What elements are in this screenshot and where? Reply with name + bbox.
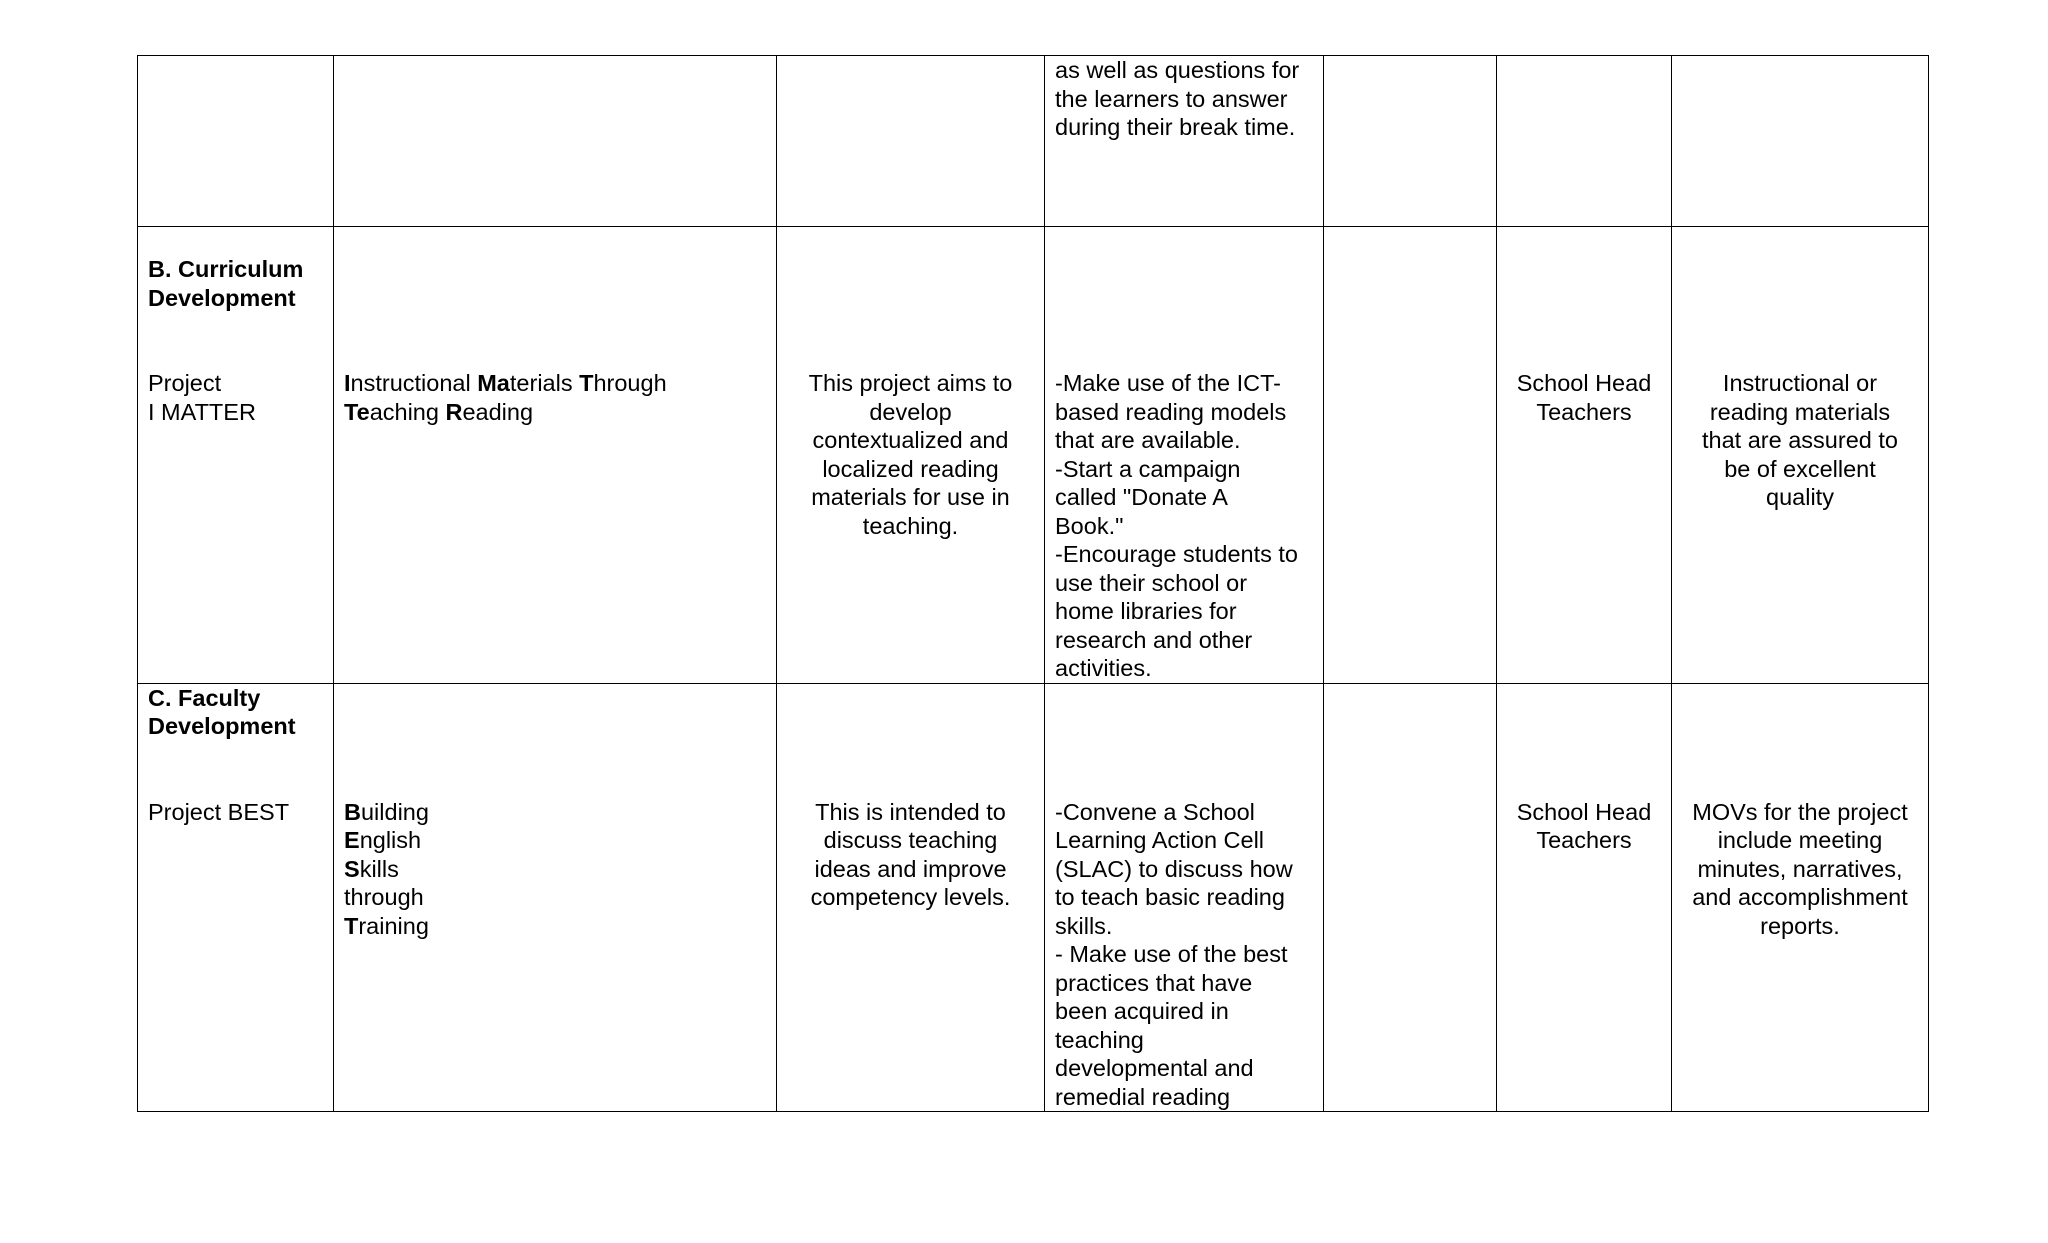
text-line: activities. xyxy=(1055,655,1152,681)
text-line: called "Donate A xyxy=(1055,484,1228,510)
table-row-faculty-development xyxy=(138,683,1929,1112)
strategies-cell xyxy=(1045,683,1324,1112)
strategies-cell xyxy=(1045,56,1324,227)
text-line: teaching. xyxy=(862,512,959,539)
acronym-text xyxy=(344,684,766,941)
project-name-line: I MATTER xyxy=(148,398,256,425)
acronym-rest: raining xyxy=(358,912,429,939)
text-line: -Encourage students to xyxy=(1055,541,1298,567)
persons-cell xyxy=(1497,683,1672,1112)
text-line: Learning Action Cell xyxy=(1055,827,1265,853)
area-heading-line: C. Faculty xyxy=(148,684,261,711)
strategies-text xyxy=(1055,56,1313,142)
acronym-text xyxy=(344,227,766,426)
text-line: localized reading xyxy=(822,455,999,482)
acronym-letter: T xyxy=(579,370,594,396)
acronym-letter: E xyxy=(344,827,360,853)
text-line: develop xyxy=(869,398,952,425)
output-cell xyxy=(1672,56,1929,227)
text-line: home libraries for xyxy=(1055,598,1237,624)
text-line: that are available. xyxy=(1055,427,1241,453)
text-line: include meeting xyxy=(1717,827,1883,853)
acronym-line xyxy=(344,912,766,941)
text-line: that are assured to xyxy=(1702,427,1898,453)
acronym-rest: uilding xyxy=(360,798,429,825)
acronym-cell xyxy=(334,227,777,684)
objective-cell xyxy=(777,56,1045,227)
text-line: This is intended to xyxy=(815,798,1006,825)
text-line: practices that have xyxy=(1055,969,1253,996)
text-line: materials for use in xyxy=(811,484,1010,510)
output-cell xyxy=(1672,683,1929,1112)
text-line: be of excellent xyxy=(1724,455,1876,482)
area-heading-line: B. Curriculum xyxy=(148,256,304,282)
person-line: School Head xyxy=(1516,370,1652,396)
text-line: (SLAC) to discuss how xyxy=(1055,855,1293,882)
text-line: use their school or xyxy=(1055,569,1248,596)
acronym-letter: S xyxy=(344,855,360,882)
text-line: and accomplishment xyxy=(1692,884,1908,910)
acronym-letter: Ma xyxy=(477,370,510,396)
acronym-line xyxy=(344,826,766,855)
acronym-letter: Te xyxy=(344,398,370,425)
text-line: research and other xyxy=(1055,626,1253,653)
project-name-line: Project xyxy=(148,370,222,396)
acronym-rest: nglish xyxy=(359,827,422,853)
area-heading-line: Development xyxy=(148,284,296,311)
text-line: as well as questions for xyxy=(1055,57,1300,83)
text-line: reading materials xyxy=(1709,398,1891,425)
text-line: quality xyxy=(1766,484,1834,510)
text-line: - Make use of the best xyxy=(1055,941,1288,967)
acronym-rest: hrough xyxy=(593,370,667,396)
area-heading-line: Development xyxy=(148,713,296,739)
text-line: to teach basic reading xyxy=(1055,884,1285,910)
acronym-line xyxy=(344,855,766,884)
text-line: ideas and improve xyxy=(814,855,1007,882)
text-line: based reading models xyxy=(1055,398,1287,425)
text-line: during their break time. xyxy=(1055,114,1296,140)
project-name-line: Project BEST xyxy=(148,798,290,825)
objective-cell xyxy=(777,227,1045,684)
person-line: Teachers xyxy=(1536,398,1632,425)
action-plan-table xyxy=(137,55,1929,1112)
text-line: skills. xyxy=(1055,912,1113,939)
text-line: competency levels. xyxy=(810,884,1011,910)
output-cell xyxy=(1672,227,1929,684)
objective-cell xyxy=(777,683,1045,1112)
text-line: This project aims to xyxy=(808,370,1013,396)
acronym-line xyxy=(344,369,766,398)
acronym-cell xyxy=(334,683,777,1112)
acronym-cell xyxy=(334,56,777,227)
text-line: Instructional or xyxy=(1722,370,1878,396)
text-line: reports. xyxy=(1760,912,1840,939)
acronym-rest: kills xyxy=(359,855,399,882)
text-line: MOVs for the project xyxy=(1692,798,1908,825)
strategies-cell xyxy=(1045,227,1324,684)
acronym-line xyxy=(344,798,766,827)
timeline-cell xyxy=(1324,683,1497,1112)
text-line: minutes, narratives, xyxy=(1697,855,1903,882)
person-line: Teachers xyxy=(1536,827,1632,853)
acronym-letter: T xyxy=(344,912,359,939)
acronym-rest: terials xyxy=(509,370,580,396)
area-cell xyxy=(138,683,334,1112)
text-line: contextualized and xyxy=(812,427,1009,453)
text-line: the learners to answer xyxy=(1055,85,1288,112)
acronym-letter: I xyxy=(344,370,351,396)
table-row-curriculum-development xyxy=(138,227,1929,684)
acronym-line xyxy=(344,398,766,427)
text-line: -Start a campaign xyxy=(1055,455,1241,482)
text-line: discuss teaching xyxy=(823,827,998,853)
acronym-letter: R xyxy=(445,398,463,425)
text-line: Book." xyxy=(1055,512,1124,539)
table-row-continuation xyxy=(138,56,1929,227)
persons-cell xyxy=(1497,227,1672,684)
person-line: School Head xyxy=(1516,798,1652,825)
timeline-cell xyxy=(1324,227,1497,684)
text-line: teaching xyxy=(1055,1026,1144,1053)
text-line: been acquired in xyxy=(1055,998,1229,1024)
timeline-cell xyxy=(1324,56,1497,227)
acronym-rest: nstructional xyxy=(350,370,478,396)
area-cell xyxy=(138,56,334,227)
area-cell xyxy=(138,227,334,684)
acronym-rest: through xyxy=(344,884,424,910)
text-line: -Convene a School xyxy=(1055,798,1255,825)
acronym-rest: eading xyxy=(462,398,534,425)
acronym-letter: B xyxy=(344,798,361,825)
text-line: remedial reading xyxy=(1055,1083,1231,1110)
acronym-line xyxy=(344,883,766,912)
text-line: developmental and xyxy=(1055,1055,1254,1081)
text-line: -Make use of the ICT- xyxy=(1055,370,1281,396)
persons-cell xyxy=(1497,56,1672,227)
acronym-rest: aching xyxy=(369,398,446,425)
